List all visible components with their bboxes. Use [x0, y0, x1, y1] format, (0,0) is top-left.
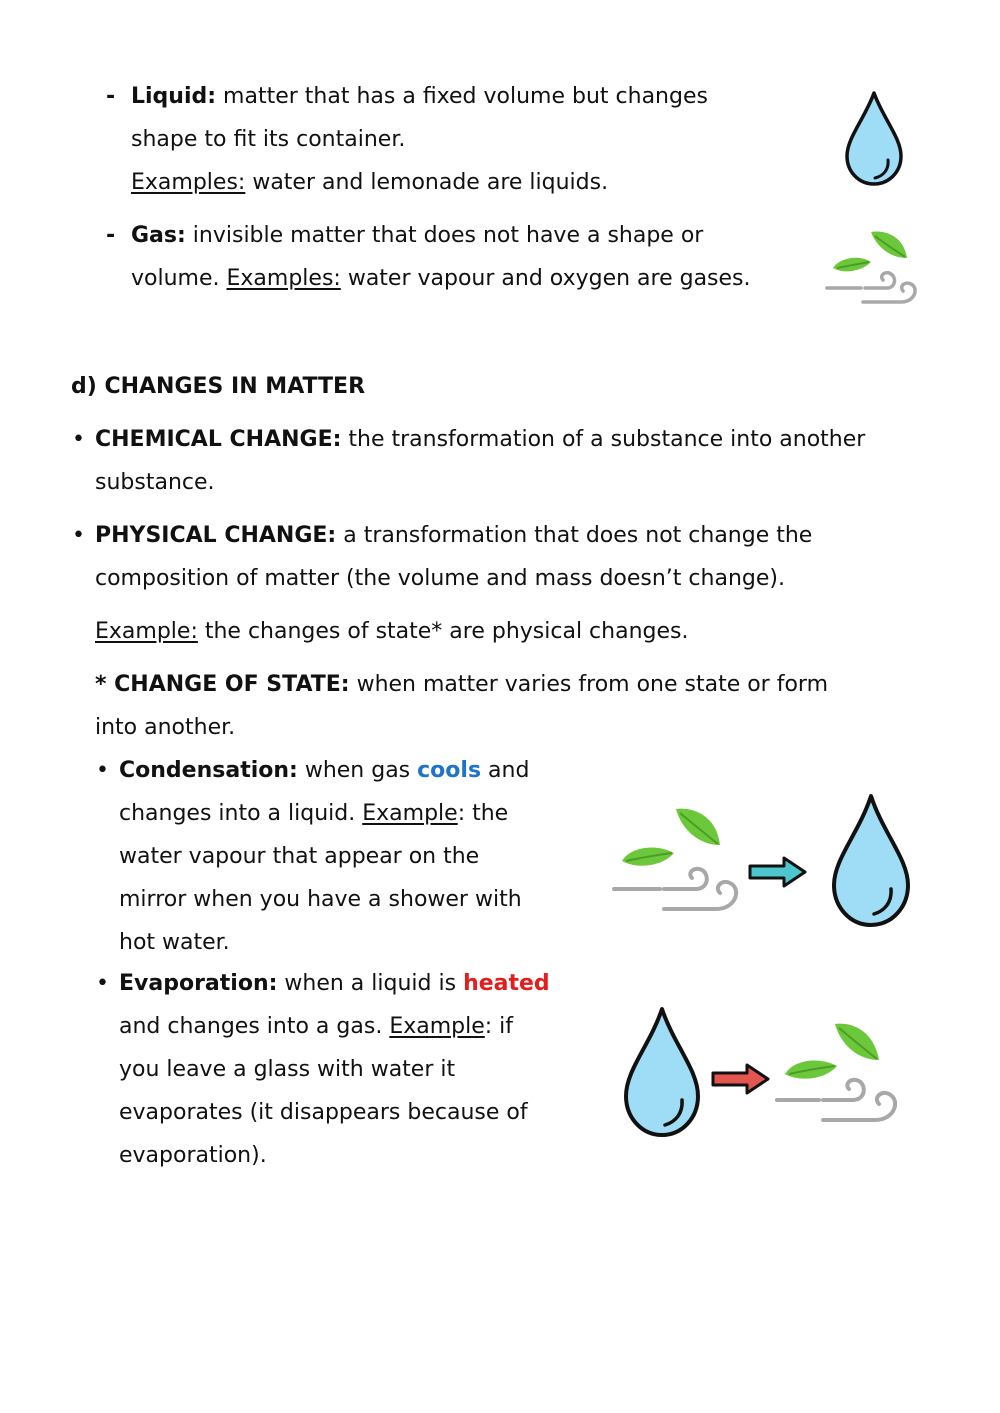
liquid-examples-label: Examples: — [131, 170, 246, 195]
condensation-water-drop-icon — [830, 793, 912, 929]
physical-example-label: Example: — [95, 619, 198, 644]
liquid-dash: - — [106, 84, 116, 109]
condensation-term: Condensation: — [119, 758, 298, 783]
bullet-evaporation: • — [96, 971, 109, 996]
change-of-state-line1 — [95, 670, 828, 700]
chemical-change-text: the transformation of a substance into another — [341, 427, 866, 452]
gas-term: Gas: — [131, 223, 186, 248]
condensation-example-label: Example — [362, 801, 458, 826]
gas-def-text: invisible matter that does not have a shape or — [185, 223, 704, 248]
physical-change-line2: composition of matter (the volume and mass doesn’t change). — [95, 566, 785, 591]
bullet-condensation: • — [96, 758, 109, 783]
condensation-line2 — [119, 799, 508, 829]
evaporation-line3: you leave a glass with water it — [119, 1057, 456, 1082]
water-drop-icon — [843, 90, 905, 188]
condensation-line3: water vapour that appear on the — [119, 844, 480, 869]
chemical-change-term: CHEMICAL CHANGE: — [95, 427, 342, 452]
condensation-text2: changes into a liquid. — [119, 801, 363, 826]
liquid-term: Liquid: — [131, 84, 217, 109]
change-of-state-line2: into another. — [95, 715, 236, 740]
evaporation-text2b: : if — [484, 1014, 514, 1039]
gas-def-text2: volume. — [131, 266, 227, 291]
evaporation-text2: and changes into a gas. — [119, 1014, 390, 1039]
physical-example-text: the changes of state* are physical changes. — [197, 619, 689, 644]
liquid-examples-text: water and lemonade are liquids. — [245, 170, 609, 195]
evaporation-text: when a liquid is — [277, 971, 464, 996]
gas-definition-line2 — [131, 264, 751, 294]
cools-keyword: cools — [417, 758, 482, 783]
evaporation-line1 — [119, 969, 550, 999]
evaporation-line5: evaporation). — [119, 1143, 267, 1168]
heated-keyword: heated — [463, 971, 550, 996]
condensation-arrow-right-icon — [748, 855, 808, 889]
bullet-chemical: • — [72, 427, 85, 452]
evaporation-wind-leaves-icon — [775, 1020, 905, 1126]
liquid-def-text: matter that has a fixed volume but changes — [216, 84, 708, 109]
condensation-text: when gas — [297, 758, 418, 783]
evaporation-water-drop-icon — [622, 1006, 702, 1139]
gas-examples-text: water vapour and oxygen are gases. — [340, 266, 751, 291]
condensation-line4: mirror when you have a shower with — [119, 887, 522, 912]
wind-leaves-icon — [825, 228, 925, 308]
physical-change-text: a transformation that does not change the — [336, 523, 813, 548]
physical-change-line1 — [95, 521, 812, 551]
liquid-definition-line1 — [131, 82, 708, 112]
change-of-state-text: when matter varies from one state or form — [349, 672, 829, 697]
evaporation-line4: evaporates (it disappears because of — [119, 1100, 528, 1125]
evaporation-term: Evaporation: — [119, 971, 278, 996]
physical-change-term: PHYSICAL CHANGE: — [95, 523, 337, 548]
liquid-definition-line2: shape to fit its container. — [131, 127, 406, 152]
bullet-physical: • — [72, 523, 85, 548]
gas-dash: - — [106, 223, 116, 248]
gas-definition-line1 — [131, 221, 703, 251]
evaporation-arrow-right-icon — [711, 1062, 771, 1096]
evaporation-line2 — [119, 1012, 513, 1042]
chemical-change-line1 — [95, 425, 865, 455]
physical-change-example — [95, 617, 688, 647]
condensation-line5: hot water. — [119, 930, 230, 955]
condensation-text2b: : the — [457, 801, 509, 826]
change-of-state-term: * CHANGE OF STATE: — [95, 672, 350, 697]
liquid-examples — [131, 168, 608, 198]
section-heading: d) CHANGES IN MATTER — [71, 374, 366, 399]
condensation-text-b: and — [481, 758, 530, 783]
gas-examples-label: Examples: — [226, 266, 341, 291]
chemical-change-line2: substance. — [95, 470, 215, 495]
condensation-wind-leaves-icon — [612, 805, 747, 917]
condensation-line1 — [119, 756, 529, 786]
evaporation-example-label: Example — [389, 1014, 485, 1039]
